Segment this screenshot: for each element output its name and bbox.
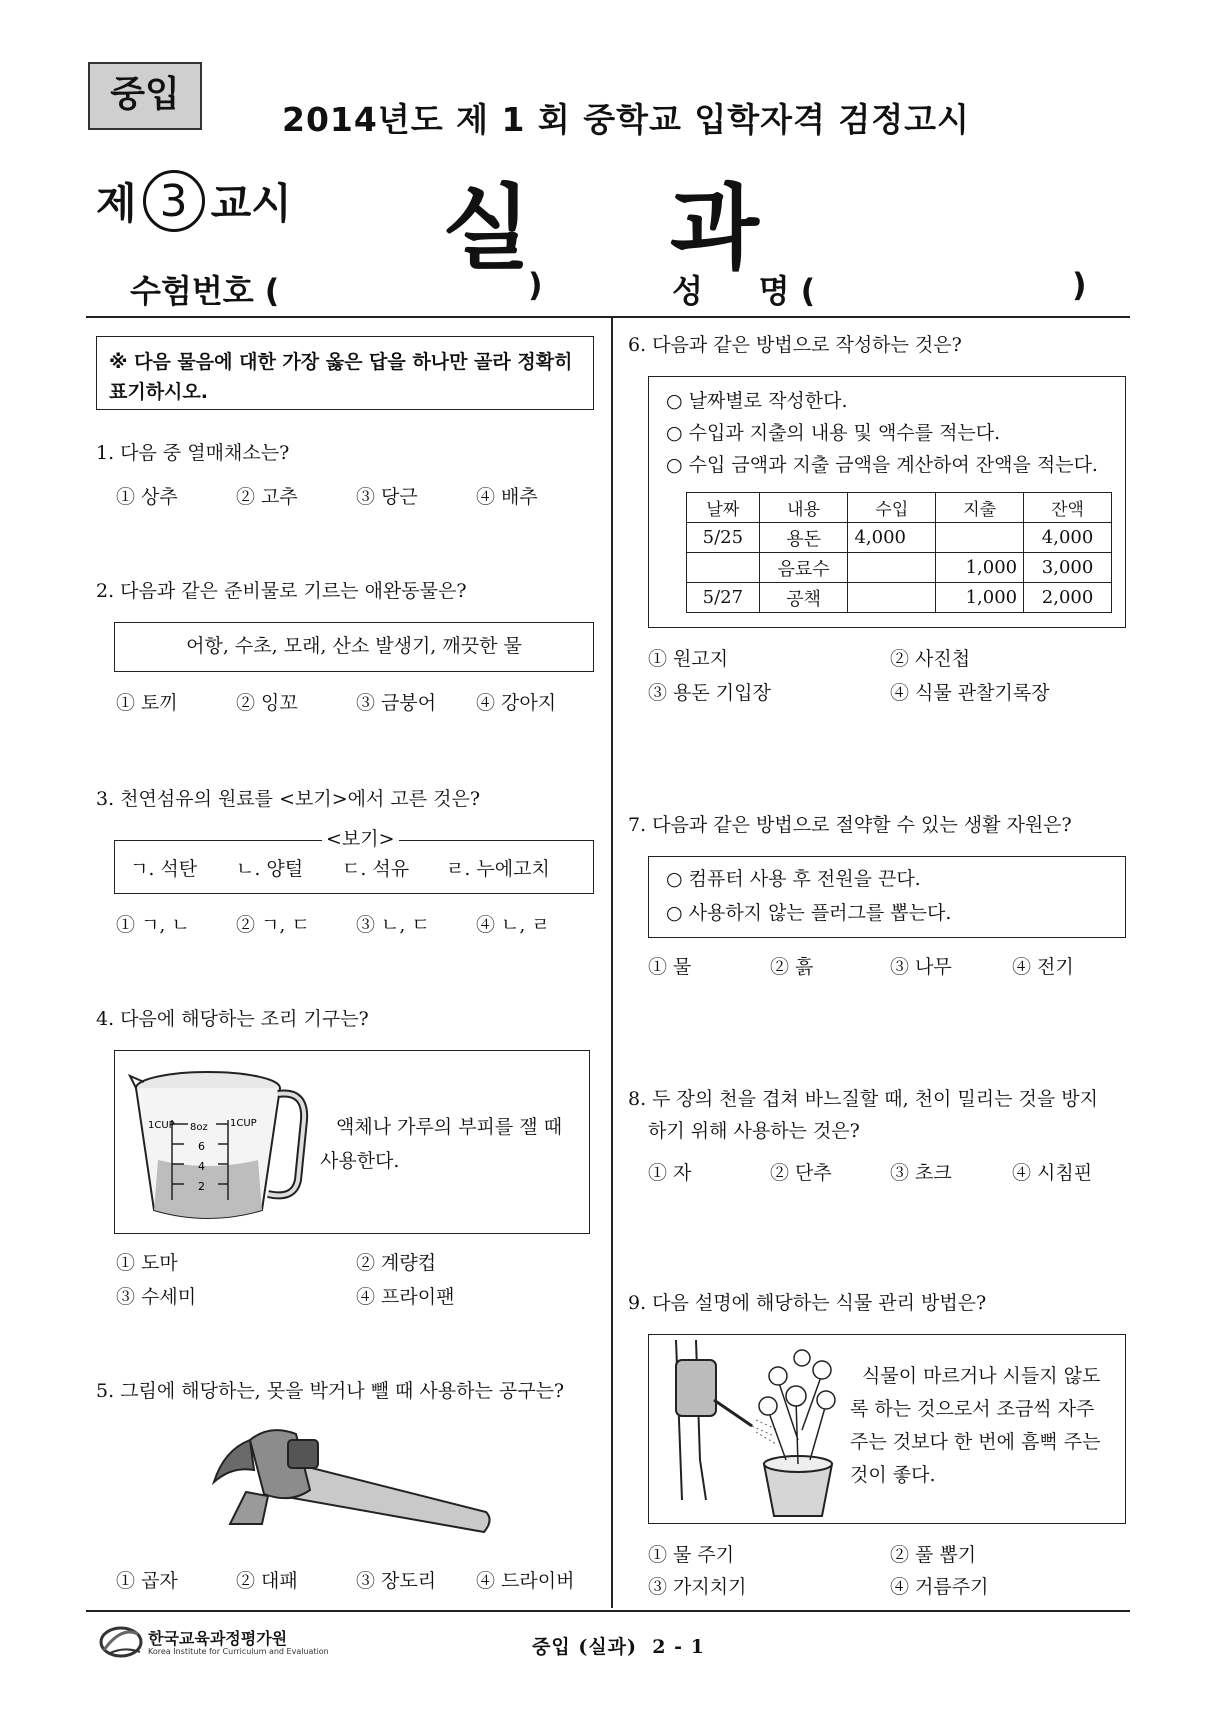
q1-text: 1. 다음 중 열매채소는? [96,442,290,464]
q9-option-4[interactable]: ④ 거름주기 [890,1576,989,1598]
table-row [687,553,1112,583]
table-cell: 4,000 [1024,523,1112,553]
exam-number-close: ) [528,266,543,304]
table-cell: 1,000 [936,553,1024,583]
org-english-name: Korea Institute for Curriculum and Evaluation [148,1647,329,1656]
table-cell: 공책 [759,583,848,613]
subject-char-2: 과 [670,174,759,282]
q6-option-2[interactable]: ② 사진첩 [890,648,971,670]
table-cell [687,553,760,583]
table-cell: 5/27 [687,583,760,613]
q6-text: 6. 다음과 같은 방법으로 작성하는 것은? [628,334,962,356]
exam-tag: 중입 [88,62,202,130]
q6-bullet-3: ○ 수입 금액과 지출 금액을 계산하여 잔액을 적는다. [666,454,1098,476]
q7-option-1[interactable]: ① 물 [648,956,692,978]
period-number: 3 [143,170,205,232]
q9-text: 9. 다음 설명에 해당하는 식물 관리 방법은? [628,1292,987,1314]
q5-option-4[interactable]: ④ 드라이버 [476,1570,575,1592]
q3-item-1: ㄱ. 석탄 [130,858,198,880]
q8-text-line-1: 8. 두 장의 천을 겹쳐 바느질할 때, 천이 밀리는 것을 방지 [628,1088,1098,1110]
q2-option-3[interactable]: ③ 금붕어 [356,692,437,714]
exam-title: 2014년도 제 1 회 중학교 입학자격 검정고시 [282,100,970,139]
q3-option-1[interactable]: ① ㄱ, ㄴ [116,914,190,936]
cup-label-4: 6 [198,1140,205,1153]
q5-option-3[interactable]: ③ 장도리 [356,1570,437,1592]
kice-logo-icon [98,1624,144,1660]
q8-option-3[interactable]: ③ 초크 [890,1162,952,1184]
table-cell: 4,000 [848,523,936,553]
q9-description: 식물이 마르거나 시들지 않도록 하는 것으로서 조금씩 자주 주는 것보다 한 번에 흠뻑 주는 것이 좋다. [850,1365,1101,1486]
table-row [687,523,1112,553]
table-row [687,583,1112,613]
q5-option-1[interactable]: ① 곱자 [116,1570,178,1592]
q8-option-1[interactable]: ① 자 [648,1162,692,1184]
cup-label-3: 1CUP [230,1118,257,1129]
q5-text: 5. 그림에 해당하는, 못을 박거나 뺄 때 사용하는 공구는? [96,1380,565,1402]
exam-number-label: 수험번호 ( [130,272,280,310]
q3-example-title: <보기> [322,826,399,852]
table-cell: 2,000 [1024,583,1112,613]
q7-bullet-2: ○ 사용하지 않는 플러그를 뽑는다. [666,902,952,924]
allowance-ledger-table [686,492,1112,613]
q6-option-1[interactable]: ① 원고지 [648,648,729,670]
q7-option-4[interactable]: ④ 전기 [1012,956,1074,978]
q7-text: 7. 다음과 같은 방법으로 절약할 수 있는 생활 자원은? [628,814,1072,836]
q9-option-3[interactable]: ③ 가지치기 [648,1576,747,1598]
q4-option-2[interactable]: ② 계량컵 [356,1252,437,1274]
q7-bullet-1: ○ 컴퓨터 사용 후 전원을 끈다. [666,868,921,890]
period-suffix: 교시 [210,179,292,228]
period-label [96,170,292,232]
q1-option-1[interactable]: ① 상추 [116,486,178,508]
q3-option-2[interactable]: ② ㄱ, ㄷ [236,914,310,936]
q2-option-4[interactable]: ④ 강아지 [476,692,557,714]
q8-option-2[interactable]: ② 단추 [770,1162,832,1184]
table-cell: 음료수 [759,553,848,583]
q3-text: 3. 천연섬유의 원료를 <보기>에서 고른 것은? [96,788,481,810]
cup-label-2: 8oz [190,1122,208,1133]
header-rule [86,316,1130,318]
table-cell: 용돈 [759,523,848,553]
measuring-cup-illustration [128,1060,314,1226]
q6-option-4[interactable]: ④ 식물 관찰기록장 [890,682,1050,704]
q8-option-4[interactable]: ④ 시침핀 [1012,1162,1093,1184]
cup-label-5: 4 [198,1160,205,1173]
page-number: 중입 (실과) 2 - 1 [532,1636,705,1658]
q9-option-1[interactable]: ① 물 주기 [648,1544,735,1566]
q5-option-2[interactable]: ② 대패 [236,1570,298,1592]
q4-option-3[interactable]: ③ 수세미 [116,1286,197,1308]
table-cell: 1,000 [936,583,1024,613]
q3-item-2: ㄴ. 양털 [236,858,304,880]
table-header: 지출 [936,493,1024,523]
q4-option-4[interactable]: ④ 프라이팬 [356,1286,455,1308]
q6-bullet-1: ○ 날짜별로 작성한다. [666,390,848,412]
claw-hammer-illustration [210,1420,494,1540]
q4-text: 4. 다음에 해당하는 조리 기구는? [96,1008,369,1030]
cup-label-6: 2 [198,1180,205,1193]
q1-option-3[interactable]: ③ 당근 [356,486,418,508]
q8-text-line-2: 하기 위해 사용하는 것은? [648,1120,860,1142]
q6-bullet-2: ○ 수입과 지출의 내용 및 액수를 적는다. [666,422,1001,444]
table-header: 내용 [759,493,848,523]
q7-option-2[interactable]: ② 흙 [770,956,814,978]
subject-char-1: 실 [442,174,531,282]
q1-option-4[interactable]: ④ 배추 [476,486,538,508]
q4-option-1[interactable]: ① 도마 [116,1252,178,1274]
name-label: 성 명 ( [672,272,816,310]
q4-description: 액체나 가루의 부피를 잴 때 사용한다. [320,1116,563,1172]
q3-option-4[interactable]: ④ ㄴ, ㄹ [476,914,550,936]
q2-text: 2. 다음과 같은 준비물로 기르는 애완동물은? [96,580,467,602]
table-header: 날짜 [687,493,760,523]
table-cell [848,583,936,613]
footer-rule [86,1610,1130,1612]
table-cell [936,523,1024,553]
table-header: 수입 [848,493,936,523]
table-cell: 3,000 [1024,553,1112,583]
q3-item-4: ㄹ. 누에고치 [446,858,550,880]
q7-option-3[interactable]: ③ 나무 [890,956,952,978]
instruction-box: ※ 다음 물음에 대한 가장 옳은 답을 하나만 골라 정확히 표기하시오. [96,336,594,410]
table-header: 잔액 [1024,493,1112,523]
org-name: 한국교육과정평가원 [148,1629,288,1648]
q1-option-2[interactable]: ② 고추 [236,486,298,508]
name-close: ) [1072,266,1087,304]
table-cell: 5/25 [687,523,760,553]
watering-plant-illustration [656,1340,846,1518]
q2-option-2[interactable]: ② 잉꼬 [236,692,298,714]
table-cell [848,553,936,583]
q2-option-1[interactable]: ① 토끼 [116,692,178,714]
q6-option-3[interactable]: ③ 용돈 기입장 [648,682,771,704]
cup-label-1: 1CUP [148,1120,175,1131]
period-prefix: 제 [96,179,137,228]
column-divider [611,318,613,1608]
q2-materials-box: 어항, 수초, 모래, 산소 발생기, 깨끗한 물 [114,622,594,672]
q9-option-2[interactable]: ② 풀 뽑기 [890,1544,977,1566]
q3-item-3: ㄷ. 석유 [342,858,410,880]
q3-option-3[interactable]: ③ ㄴ, ㄷ [356,914,430,936]
